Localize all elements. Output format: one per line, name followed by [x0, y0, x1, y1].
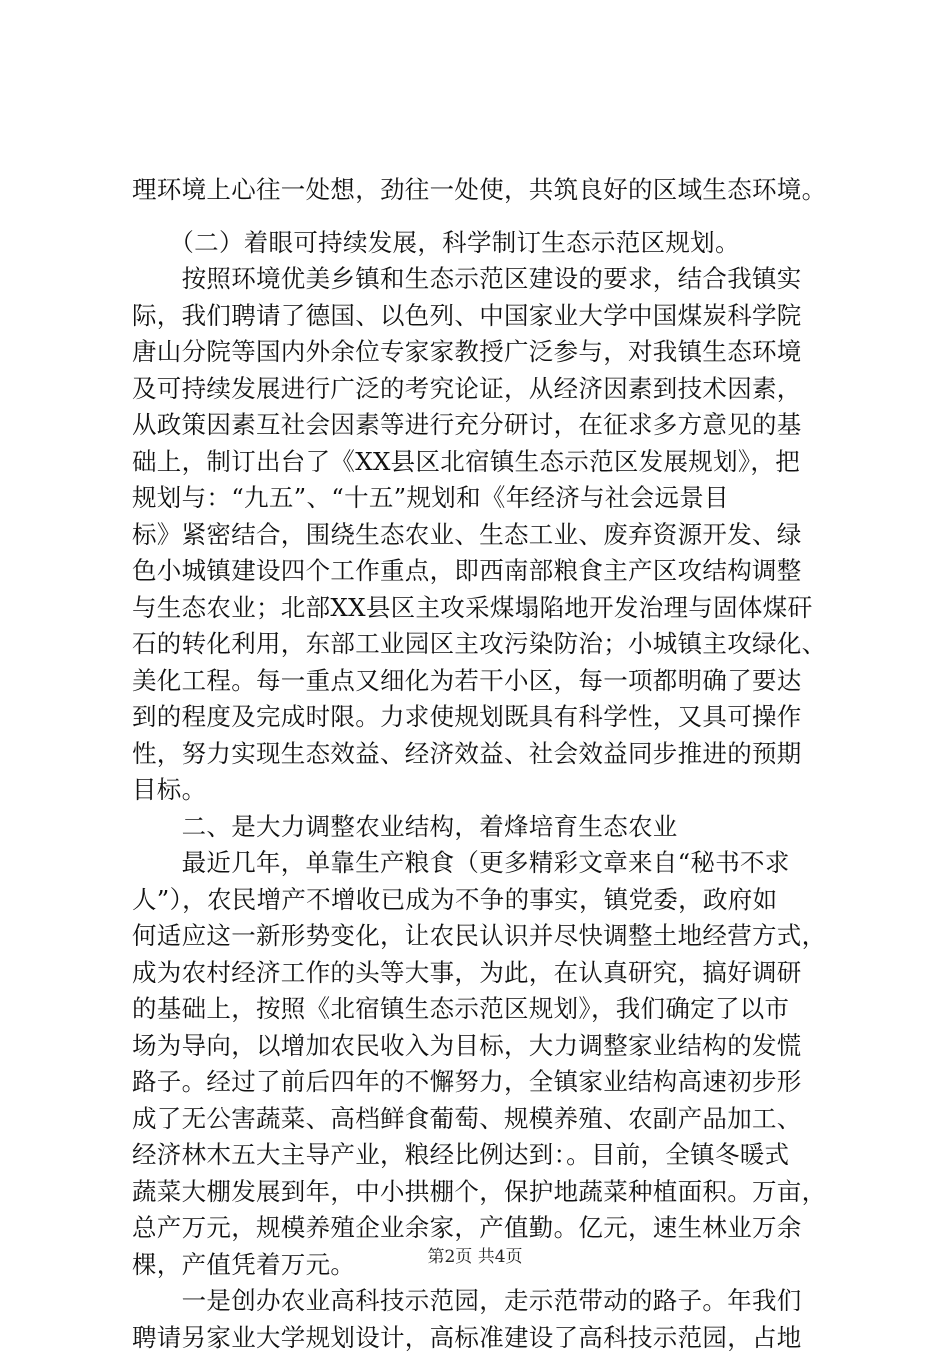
text-line: 按照环境优美乡镇和生态示范区建设的要求，结合我镇实 [132, 261, 844, 298]
text-line: 人”），农民增产不增收已成为不争的事实，镇党委，政府如 [132, 882, 844, 919]
text-line: 标》紧密结合，围绕生态农业、生态工业、废弃资源开发、绿 [132, 517, 844, 554]
text-line: 际，我们聘请了德国、以色列、中国家业大学中国煤炭科学院 [132, 298, 844, 335]
text-line: 总产万元，规模养殖企业余家，产值勤。亿元，速生林业万余 [132, 1210, 844, 1247]
text-line: 路子。经过了前后四年的不懈努力，全镇家业结构高速初步形 [132, 1064, 844, 1101]
text-line: 石的转化利用，东部工业园区主攻污染防治；小城镇主攻绿化、 [132, 626, 844, 663]
text-line: 到的程度及完成时限。力求使规划既具有科学性，又具可操作 [132, 699, 844, 736]
text-line: 蔬菜大棚发展到年，中小拱棚个，保护地蔬菜种植面积。万亩， [132, 1174, 844, 1211]
page-number: 第2页 共4页 [427, 1247, 522, 1267]
text-line: 色小城镇建设四个工作重点，即西南部粮食主产区攻结构调整 [132, 553, 844, 590]
text-line: 一是创办农业高科技示范园，走示范带动的路子。年我们 [132, 1283, 844, 1320]
document-body [132, 172, 844, 1356]
text-line: 聘请另家业大学规划设计，高标准建设了高科技示范园，占地 [132, 1320, 844, 1356]
text-line: 理环境上心往一处想，劲往一处使，共筑良好的区域生态环境。 [132, 172, 844, 209]
section-heading: 二、是大力调整农业结构，着烽培育生态农业 [132, 809, 844, 846]
text-line: 唐山分院等国内外余位专家家教授广泛参与，对我镇生态环境 [132, 334, 844, 371]
text-line: 性，努力实现生态效益、经济效益、社会效益同步推进的预期 [132, 736, 844, 773]
text-line: 从政策因素互社会因素等进行充分研讨，在征求多方意见的基 [132, 407, 844, 444]
section-heading: （二）着眼可持续发展，科学制订生态示范区规划。 [132, 225, 844, 262]
text-line: 最近几年，单靠生产粮食（更多精彩文章来自“秘书不求 [132, 845, 844, 882]
text-line: 成了无公害蔬菜、高档鲜食葡萄、规模养殖、农副产品加工、 [132, 1101, 844, 1138]
text-line: 规划与：“九五”、“十五”规划和《年经济与社会远景目 [132, 480, 844, 517]
text-line: 与生态农业；北部XX县区主攻采煤塌陷地开发治理与固体煤矸 [132, 590, 844, 627]
text-line: 目标。 [132, 772, 844, 809]
page-footer [0, 1246, 950, 1268]
text-line: 经济林木五大主导产业，粮经比例达到：。目前，全镇冬暖式 [132, 1137, 844, 1174]
text-line: 础上，制订出台了《XX县区北宿镇生态示范区发展规划》，把 [132, 444, 844, 481]
text-line: 成为农村经济工作的头等大事，为此，在认真研究，搞好调研 [132, 955, 844, 992]
text-line: 棵，产值凭着万元。 [132, 1247, 844, 1284]
text-line: 的基础上，按照《北宿镇生态示范区规划》，我们确定了以市 [132, 991, 844, 1028]
text-line: 及可持续发展进行广泛的考究论证，从经济因素到技术因素， [132, 371, 844, 408]
text-line: 美化工程。每一重点又细化为若干小区，每一项都明确了要达 [132, 663, 844, 700]
text-line: 何适应这一新形势变化，让农民认识并尽快调整土地经营方式， [132, 918, 844, 955]
text-line: 场为导向，以增加农民收入为目标，大力调整家业结构的发慌 [132, 1028, 844, 1065]
paragraph-gap [132, 209, 844, 225]
